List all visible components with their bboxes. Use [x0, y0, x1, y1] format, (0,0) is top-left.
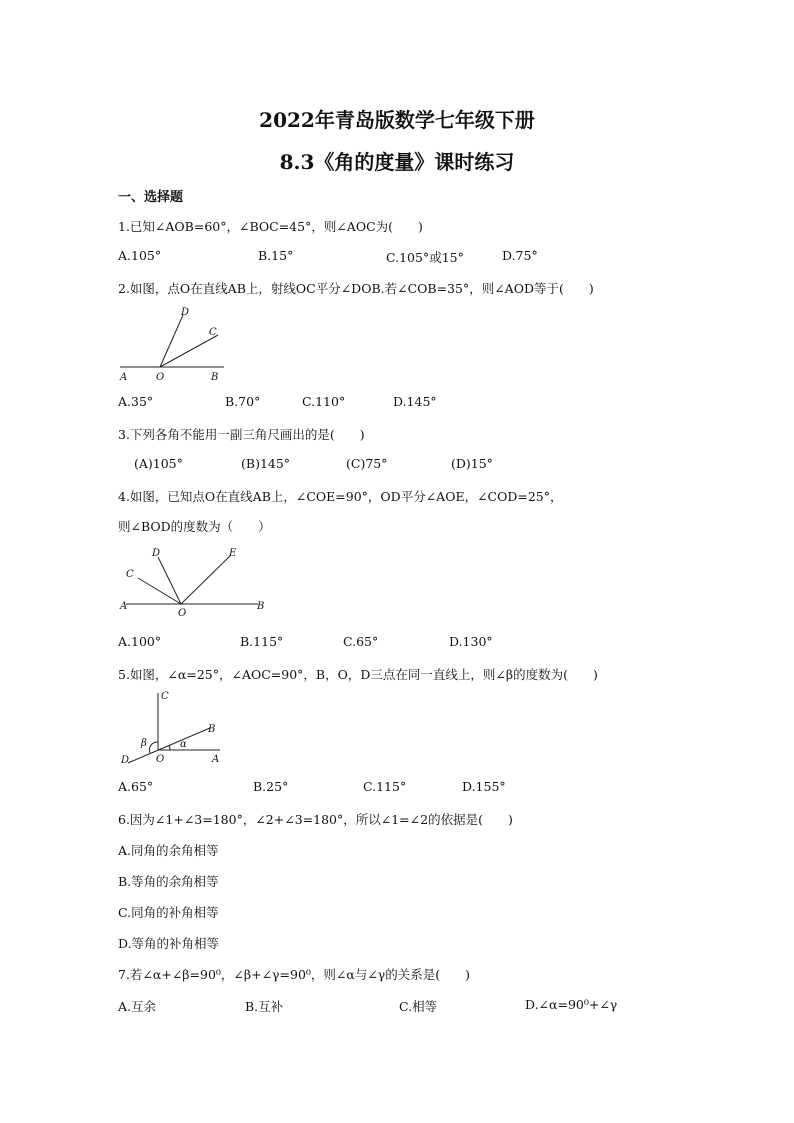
question-3-option-c: (C)75° — [346, 456, 388, 471]
label-c: C — [161, 691, 169, 702]
alpha-arc — [169, 745, 170, 750]
question-6-option-b: B.等角的余角相等 — [118, 874, 219, 889]
label-e: E — [229, 548, 237, 559]
question-7-stem: 7.若∠α+∠β=90⁰，∠β+∠γ=90⁰，则∠α与∠γ的关系是( ) — [118, 967, 471, 982]
ray-od — [160, 315, 183, 367]
document-title: 2022年青岛版数学七年级下册 — [259, 108, 535, 132]
question-4-option-a: A.100° — [118, 634, 162, 649]
question-2-option-c: C.110° — [302, 394, 346, 409]
question-5-option-c: C.115° — [363, 779, 407, 794]
question-2-option-a: A.35° — [118, 394, 154, 409]
question-1-stem: 1.已知∠AOB=60°，∠BOC=45°，则∠AOC为( ) — [118, 219, 423, 234]
question-4-option-b: B.115° — [240, 634, 284, 649]
label-o: O — [178, 608, 187, 619]
label-d: D — [121, 755, 130, 766]
question-1-option-b: B.15° — [258, 248, 294, 263]
label-b: B — [208, 724, 216, 735]
question-7-option-d: D.∠α=90⁰+∠γ — [525, 997, 618, 1012]
question-6-stem: 6.因为∠1+∠3=180°，∠2+∠3=180°，所以∠1=∠2的依据是( ) — [118, 812, 513, 827]
beta-arc — [149, 742, 158, 753]
ray-oe — [181, 556, 230, 604]
question-5-option-a: A.65° — [118, 779, 154, 794]
label-a: A — [120, 601, 128, 612]
question-1-option-d: D.75° — [502, 248, 538, 263]
label-a: A — [212, 754, 220, 765]
question-7-option-a: A.互余 — [118, 999, 157, 1014]
label-c: C — [126, 569, 134, 580]
label-b: B — [211, 372, 219, 383]
label-d: D — [181, 307, 190, 318]
question-4-option-c: C.65° — [343, 634, 379, 649]
question-1-option-a: A.105° — [118, 248, 162, 263]
question-4-stem-continued: 则∠BOD的度数为（ ） — [118, 519, 271, 534]
question-3-option-d: (D)15° — [451, 456, 493, 471]
question-6-option-c: C.同角的补角相等 — [118, 905, 219, 920]
question-5-figure — [118, 688, 228, 768]
question-3-stem: 3.下列各角不能用一副三角尺画出的是( ) — [118, 427, 365, 442]
question-3-option-a: (A)105° — [134, 456, 183, 471]
question-2-figure — [118, 305, 228, 385]
document-subtitle: 8.3《角的度量》课时练习 — [279, 150, 515, 174]
question-5-option-b: B.25° — [253, 779, 289, 794]
question-6-option-d: D.等角的补角相等 — [118, 936, 220, 951]
question-2-stem: 2.如图，点O在直线AB上，射线OC平分∠DOB.若∠COB=35°，则∠AOD等于( ) — [118, 281, 594, 296]
label-beta: β — [141, 738, 147, 749]
question-1-option-c: C.105°或15° — [386, 250, 464, 265]
question-2-option-b: B.70° — [225, 394, 261, 409]
label-c: C — [209, 327, 217, 338]
question-5-option-d: D.155° — [462, 779, 506, 794]
question-4-figure — [118, 543, 268, 623]
question-3-option-b: (B)145° — [241, 456, 291, 471]
question-5-stem: 5.如图，∠α=25°，∠AOC=90°，B，O，D三点在同一直线上，则∠β的度数为( ) — [118, 667, 598, 682]
question-4-stem: 4.如图，已知点O在直线AB上，∠COE=90°，OD平分∠AOE，∠COD=25°， — [118, 489, 563, 504]
label-b: B — [257, 601, 265, 612]
label-o: O — [156, 372, 165, 383]
question-7-option-c: C.相等 — [399, 999, 438, 1014]
ray-oc — [160, 335, 218, 367]
question-6-option-a: A.同角的余角相等 — [118, 843, 219, 858]
question-4-option-d: D.130° — [449, 634, 493, 649]
question-2-option-d: D.145° — [393, 394, 437, 409]
question-7-option-b: B.互补 — [245, 999, 284, 1014]
label-o: O — [156, 754, 165, 765]
label-d: D — [152, 548, 161, 559]
label-a: A — [120, 372, 128, 383]
section-heading: 一、选择题 — [118, 190, 184, 205]
label-alpha: α — [180, 739, 187, 750]
